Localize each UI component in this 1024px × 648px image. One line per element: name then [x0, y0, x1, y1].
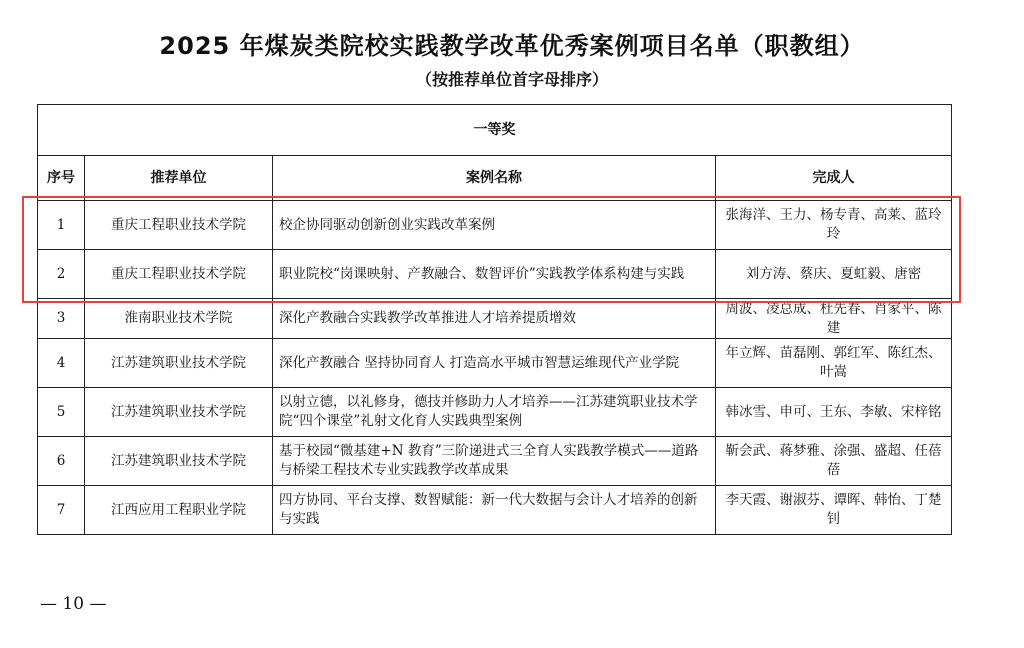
- row-case: 职业院校“岗课映射、产教融合、数智评价”实践教学体系构建与实践: [273, 250, 716, 299]
- row-index: 6: [38, 437, 85, 486]
- row-people: 周波、凌总成、杜先春、肖家平、陈建: [716, 299, 952, 339]
- row-case: 四方协同、平台支撑、数智赋能：新一代大数据与会计人才培养的创新与实践: [273, 486, 716, 535]
- row-index: 5: [38, 388, 85, 437]
- row-case: 校企协同驱动创新创业实践改革案例: [273, 201, 716, 250]
- row-case: 基于校园“微基建+N 教育”三阶递进式三全育人实践教学模式——道路与桥梁工程技术专业实践教学改革成果: [273, 437, 716, 486]
- table-row: [38, 437, 952, 486]
- row-case: 深化产教融合实践教学改革推进人才培养提质增效: [273, 299, 716, 339]
- row-people: 年立辉、苗磊刚、郭红军、陈红杰、叶嵩: [716, 339, 952, 388]
- table-row: [38, 339, 952, 388]
- header-index: 序号: [38, 156, 85, 201]
- row-unit: 江苏建筑职业技术学院: [85, 388, 273, 437]
- row-unit: 江西应用工程职业学院: [85, 486, 273, 535]
- row-people: 刘方涛、蔡庆、夏虹毅、唐密: [716, 250, 952, 299]
- table-row: [38, 299, 952, 339]
- row-people: 靳会武、蒋梦雅、涂强、盛超、任蓓蓓: [716, 437, 952, 486]
- document-subtitle: （按推荐单位首字母排序）: [415, 70, 608, 89]
- row-unit: 重庆工程职业技术学院: [85, 201, 273, 250]
- table-row: [38, 250, 952, 299]
- row-unit: 淮南职业技术学院: [85, 299, 273, 339]
- row-unit: 重庆工程职业技术学院: [85, 250, 273, 299]
- row-unit: 江苏建筑职业技术学院: [85, 339, 273, 388]
- award-level-row: [38, 105, 952, 156]
- row-case: 深化产教融合 坚持协同育人 打造高水平城市智慧运维现代产业学院: [273, 339, 716, 388]
- table-header-row: [38, 156, 952, 201]
- row-people: 张海洋、王力、杨专青、高莱、蓝玲玲: [716, 201, 952, 250]
- row-index: 4: [38, 339, 85, 388]
- table-row: [38, 486, 952, 535]
- row-people: 韩冰雪、申可、王东、李敏、宋梓铭: [716, 388, 952, 437]
- table-row: [38, 201, 952, 250]
- row-index: 2: [38, 250, 85, 299]
- award-level-label: 一等奖: [38, 105, 952, 156]
- header-case: 案例名称: [273, 156, 716, 201]
- row-people: 李天霞、谢淑芬、谭晖、韩怡、丁楚钊: [716, 486, 952, 535]
- table-row: [38, 388, 952, 437]
- header-unit: 推荐单位: [85, 156, 273, 201]
- award-list-table: [37, 104, 952, 535]
- row-unit: 江苏建筑职业技术学院: [85, 437, 273, 486]
- row-index: 7: [38, 486, 85, 535]
- header-people: 完成人: [716, 156, 952, 201]
- row-index: 1: [38, 201, 85, 250]
- document-title: 2025 年煤炭类院校实践教学改革优秀案例项目名单（职教组）: [159, 32, 865, 60]
- page-number: — 10 —: [40, 594, 107, 614]
- row-index: 3: [38, 299, 85, 339]
- row-case: 以射立德，以礼修身，德技并修助力人才培养——江苏建筑职业技术学院“四个课堂”礼射文化育人实践典型案例: [273, 388, 716, 437]
